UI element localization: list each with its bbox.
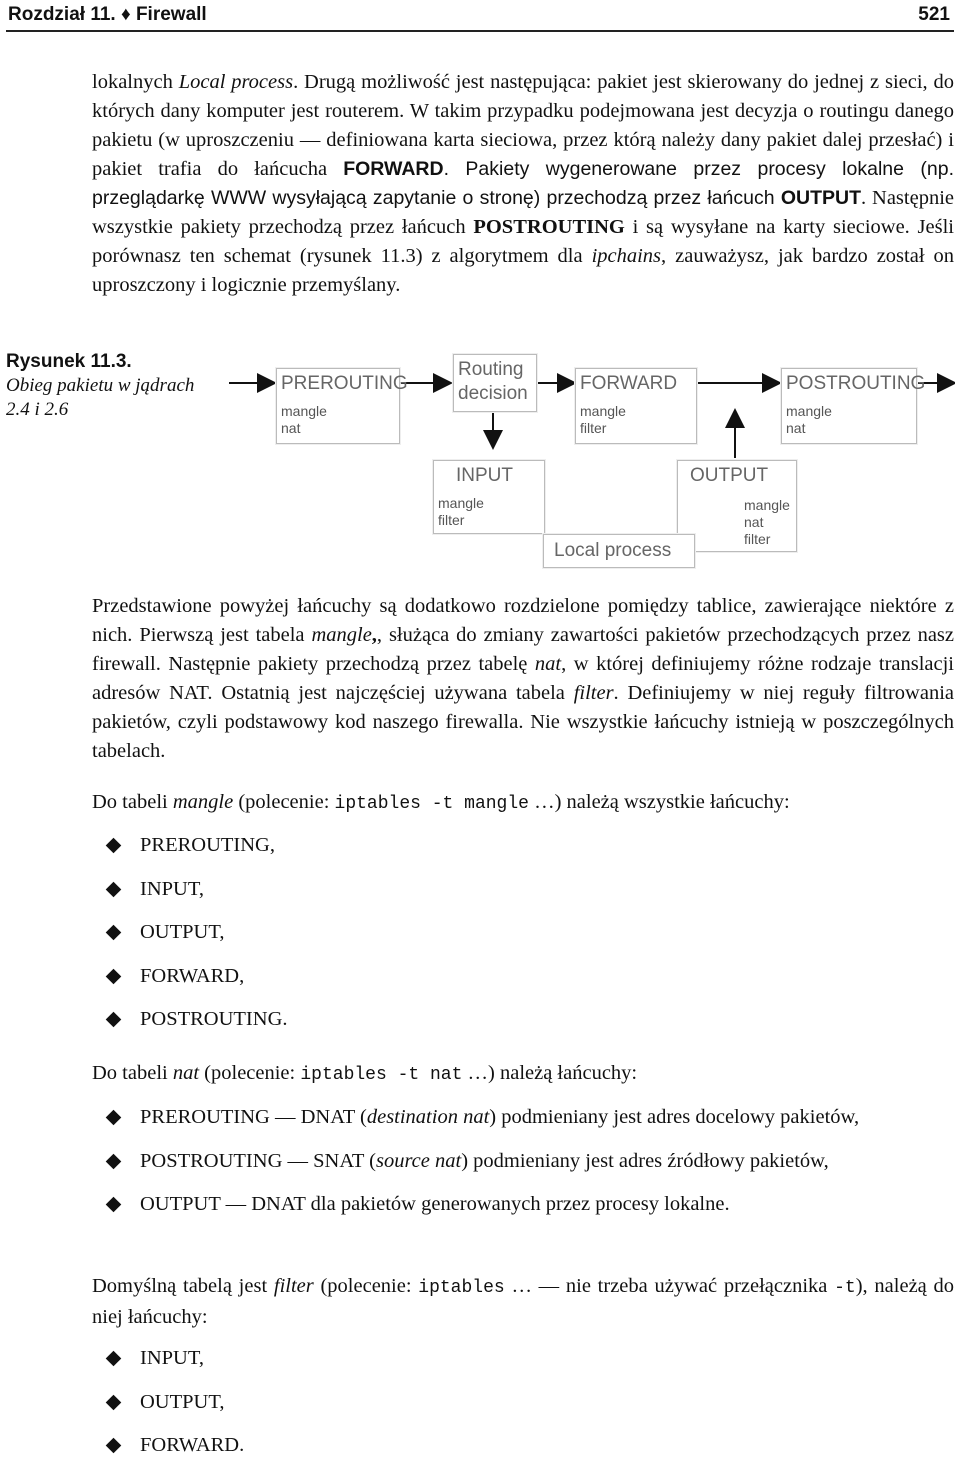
figure-caption [6, 350, 196, 422]
local-process-box: Local process [543, 534, 695, 568]
list-item: PREROUTING — DNAT (destination nat) podmieniany jest adres docelowy pakietów, [92, 1103, 954, 1132]
nat-chain-list [92, 1103, 954, 1219]
page-header [6, 2, 954, 28]
list-item: INPUT, [92, 875, 954, 904]
postrouting-box: POSTROUTING mangle nat [781, 368, 917, 444]
list-item: POSTROUTING. [92, 1005, 954, 1034]
list-item: FORWARD, [92, 962, 954, 991]
chapter-title: Rozdział 11. ♦ Firewall [8, 4, 207, 25]
list-item: FORWARD. [92, 1431, 954, 1460]
input-box: INPUT mangle filter [433, 460, 545, 534]
routing-decision-box: Routing decision [453, 354, 537, 412]
figure-number: Rysunek 11.3. [6, 351, 132, 372]
forward-box: FORWARD mangle filter [575, 368, 697, 444]
list-item: OUTPUT, [92, 1388, 954, 1417]
mangle-chain-list [92, 831, 954, 1034]
nat-intro: Do tabeli nat (polecenie: iptables -t nat …) należą łańcuchy: [92, 1062, 638, 1085]
list-item: INPUT, [92, 1344, 954, 1373]
header-rule [6, 30, 954, 32]
page-number: 521 [918, 4, 950, 25]
mangle-intro: Do tabeli mangle (polecenie: iptables -t mangle …) należą wszystkie łańcuchy: [92, 791, 790, 814]
list-item: OUTPUT — DNAT dla pakietów generowanych przez procesy lokalne. [92, 1190, 954, 1219]
figure-caption-text: Obieg pakietu w jądrach 2.4 i 2.6 [6, 375, 195, 420]
packet-flow-diagram [225, 350, 955, 570]
output-box: OUTPUT mangle nat filter [677, 460, 797, 552]
list-item: POSTROUTING — SNAT (source nat) podmieniany jest adres źródłowy pakietów, [92, 1147, 954, 1176]
list-item: OUTPUT, [92, 918, 954, 947]
intro-paragraph: lokalnych Local process. Drugą możliwość jest następująca: pakiet jest skierowany do jednej z sieci, do których dany komputer jest routerem. W takim przypadku podejmowana jest decyzja o routingu danego pakietu (w uproszczeniu — definiowana karta sieciowa, przez którą należy dany pakiet dalej przesłać) i pakiet trafia do łańcucha FORWARD. Pakiety wygenerowane przez procesy lokalne (np. przeglądarkę WWW wysyłającą zapytanie o stronę) przechodzą przez łańcuch OUTPUT. Następnie wszystkie pakiety przechodzą przez łańcuch POSTROUTING i są wysyłane na karty sieciowe. Jeśli porównasz ten schemat (rysunek 11.3) z algorytmem dla ipchains, zauważysz, jak bardzo został on uproszczony i logicznie przemyślany. [92, 71, 954, 296]
filter-intro: Domyślną tabelą jest filter (polecenie: iptables … — nie trzeba używać przełącznika -t), należą do niej łańcuchy: [92, 1275, 954, 1328]
filter-chain-list [92, 1344, 954, 1460]
prerouting-box: PREROUTING mangle nat [276, 368, 400, 444]
list-item: PREROUTING, [92, 831, 954, 860]
tables-paragraph: Przedstawione powyżej łańcuchy są dodatkowo rozdzielone pomiędzy tablice, zawierające niektóre z nich. Pierwszą jest tabela mangle,, służąca do zmiany zawartości pakietów przechodzących przez nasz firewall. Następnie pakiety przechodzą przez tabelę nat, w której definiujemy różne rodzaje translacji adresów NAT. Ostatnią jest najczęściej używana tabela filter. Definiujemy w niej reguły filtrowania pakietów, czyli podstawowy kod naszego firewalla. Nie wszystkie łańcuchy istnieją w poszczególnych tabelach. [92, 595, 955, 762]
